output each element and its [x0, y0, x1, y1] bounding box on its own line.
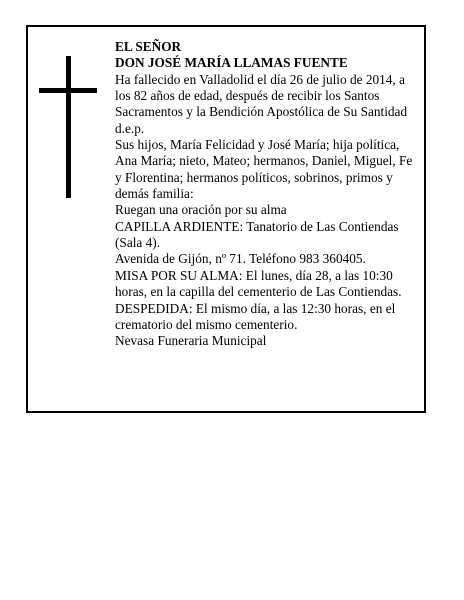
cross-vertical-bar: [66, 56, 71, 198]
farewell-details: DESPEDIDA: El mismo día, a las 12:30 horas, en el crematorio del mismo cementerio.: [115, 300, 396, 332]
family-members: Sus hijos, María Felicidad y José María; hija política, Ana María; nieto, Mateo; hermanos, Daniel, Miguel, Fe y Florentina; hermanos políticos, sobrinos, primos y demás familia:: [115, 137, 413, 202]
deceased-name: DON JOSÉ MARÍA LLAMAS FUENTE: [115, 55, 348, 71]
cross-horizontal-bar: [39, 88, 97, 93]
death-announcement: Ha fallecido en Valladolid el día 26 de julio de 2014, a los 82 años de edad, después de recibir los Santos Sacramentos y la Bendición Apostólica de Su Santidad d.e.p.: [115, 71, 408, 136]
notice-text: [115, 39, 419, 350]
obituary-notice: [26, 25, 426, 413]
chapel-location: CAPILLA ARDIENTE: Tanatorio de Las Contiendas (Sala 4).: [115, 218, 399, 251]
mass-details: MISA POR SU ALMA: El lunes, día 28, a las 10:30 horas, en la capilla del cementerio de Las Contiendas.: [115, 267, 402, 300]
prayer-request: Ruegan una oración por su alma: [115, 202, 287, 218]
cross-icon: [39, 56, 97, 198]
deceased-honorific: EL SEÑOR: [115, 39, 182, 54]
funeral-home: Nevasa Funeraria Municipal: [115, 333, 267, 349]
address-phone: Avenida de Gijón, nº 71. Teléfono 983 360405.: [115, 251, 366, 267]
